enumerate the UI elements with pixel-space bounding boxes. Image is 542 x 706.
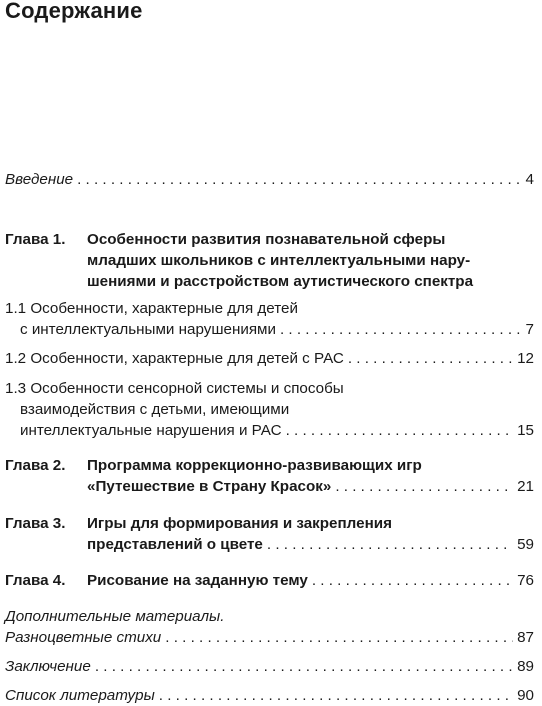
page-number: 12: [517, 350, 534, 367]
chapter-title-line: «Путешествие в Страну Красок»: [87, 478, 332, 495]
chapter-number: Глава 3.: [5, 515, 66, 532]
leader-dots: [286, 420, 514, 441]
toc-entry-conclusion[interactable]: [5, 656, 534, 677]
chapter-title-line: младших школьников с интеллектуальными нару-: [87, 252, 471, 269]
toc-chapter-3[interactable]: [5, 513, 534, 555]
chapter-title-line: Игры для формирования и закрепления: [87, 515, 392, 532]
chapter-title-line: представлений о цвете: [87, 536, 263, 553]
page-number: 76: [517, 572, 534, 589]
leader-dots: [348, 348, 513, 369]
toc-entry-intro[interactable]: [5, 169, 534, 190]
leader-dots: [280, 319, 522, 340]
chapter-title-line: Особенности развития познавательной сферы: [87, 231, 446, 248]
section-title-line: интеллектуальные нарушения и РАС: [20, 422, 282, 439]
section-title-line: взаимодействия с детьми, имеющими: [20, 401, 290, 418]
toc-chapter-2[interactable]: [5, 455, 534, 497]
page-title: Содержание: [5, 0, 143, 23]
leader-dots: [159, 685, 513, 706]
toc-entry-extra[interactable]: [5, 606, 534, 648]
chapter-number: Глава 2.: [5, 457, 66, 474]
page-number: 15: [517, 422, 534, 439]
leader-dots: [165, 627, 513, 648]
chapter-title-line: шениями и расстройством аутистического спектра: [87, 273, 474, 290]
leader-dots: [95, 656, 513, 677]
page-number: 4: [525, 171, 534, 188]
chapter-title: Рисование на заданную тему: [87, 572, 308, 589]
page-number: 87: [517, 629, 534, 646]
leader-dots: [335, 476, 513, 497]
section-title-line: с интеллектуальными нарушениями: [20, 321, 276, 338]
leader-dots: [312, 570, 513, 591]
toc-entry-label: Список литературы: [5, 687, 155, 704]
page-number: 90: [517, 687, 534, 704]
leader-dots: [267, 534, 513, 555]
chapter-title-line: Программа коррекционно-развивающих игр: [87, 457, 422, 474]
toc-chapter-1[interactable]: [5, 229, 534, 292]
section-title-line: 1.3 Особенности сенсорной системы и способы: [5, 380, 344, 397]
page-number: 21: [517, 478, 534, 495]
toc-entry-label: Введение: [5, 171, 74, 188]
section-title-line: 1.1 Особенности, характерные для детей: [5, 300, 298, 317]
toc-chapter-4[interactable]: [5, 570, 534, 591]
chapter-number: Глава 1.: [5, 231, 66, 248]
chapter-number: Глава 4.: [5, 572, 66, 589]
toc-entry-label: Заключение: [5, 658, 91, 675]
toc-section-1-2[interactable]: [5, 348, 534, 369]
toc-section-1-1[interactable]: [5, 298, 534, 340]
page-number: 59: [517, 536, 534, 553]
page-number: 7: [525, 321, 534, 338]
page-number: 89: [517, 658, 534, 675]
entry-title-line: Дополнительные материалы.: [5, 608, 225, 625]
entry-title-line: Разноцветные стихи: [5, 629, 162, 646]
toc-section-1-3[interactable]: [5, 378, 534, 441]
toc-entry-references[interactable]: [5, 685, 534, 706]
section-title: 1.2 Особенности, характерные для детей с РАС: [5, 350, 344, 367]
leader-dots: [77, 169, 521, 190]
